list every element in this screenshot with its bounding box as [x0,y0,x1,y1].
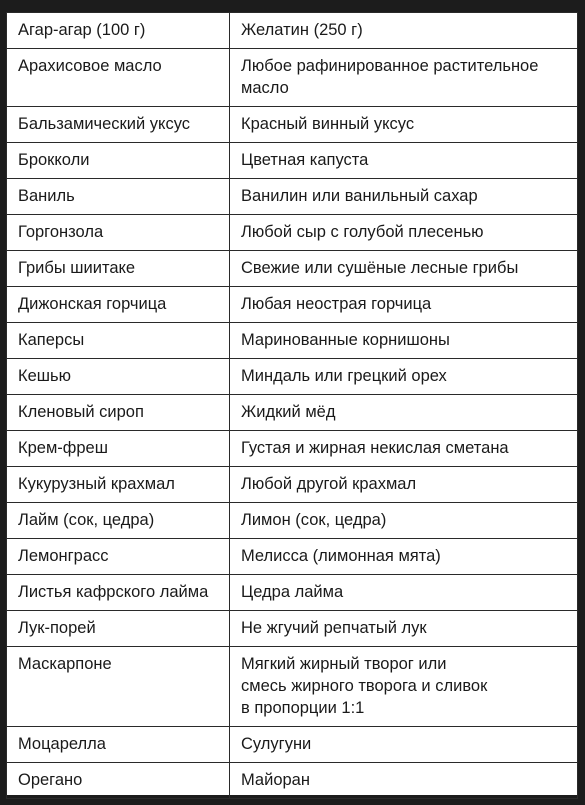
table-row [7,143,578,179]
substitute-cell: Жидкий мёд [230,395,578,431]
substitute-cell: Любое рафинированное растительное масло [230,49,578,107]
table-row [7,727,578,763]
table-row [7,575,578,611]
ingredient-cell: Орегано [7,763,230,799]
ingredient-cell: Каперсы [7,323,230,359]
table-row [7,251,578,287]
document-sheet [6,12,577,795]
substitute-cell: Любой сыр с голубой плесенью [230,215,578,251]
ingredient-cell: Лемонграсс [7,539,230,575]
substitute-cell: Не жгучий репчатый лук [230,611,578,647]
substitute-cell: Мелисса (лимонная мята) [230,539,578,575]
substitute-cell: Лимон (сок, цедра) [230,503,578,539]
ingredient-cell: Дижонская горчица [7,287,230,323]
table-row [7,763,578,799]
substitute-cell: Маринованные корнишоны [230,323,578,359]
table-row [7,13,578,49]
table-row [7,107,578,143]
table-row [7,287,578,323]
substitute-cell: Цветная капуста [230,143,578,179]
ingredient-cell: Грибы шиитаке [7,251,230,287]
ingredient-cell: Листья кафрского лайма [7,575,230,611]
substitute-cell: Любая неострая горчица [230,287,578,323]
table-row [7,647,578,727]
substitute-cell: Миндаль или грецкий орех [230,359,578,395]
ingredient-cell: Кешью [7,359,230,395]
substitute-cell: Сулугуни [230,727,578,763]
ingredient-cell: Кукурузный крахмал [7,467,230,503]
substitute-cell: Свежие или сушёные лесные грибы [230,251,578,287]
ingredient-cell: Ваниль [7,179,230,215]
table-row [7,323,578,359]
table-row [7,215,578,251]
ingredient-cell: Крем-фреш [7,431,230,467]
ingredient-cell: Кленовый сироп [7,395,230,431]
ingredient-cell: Лук-порей [7,611,230,647]
ingredient-cell: Агар-агар (100 г) [7,13,230,49]
ingredient-cell: Арахисовое масло [7,49,230,107]
substitute-cell: Красный винный уксус [230,107,578,143]
substitute-cell: Желатин (250 г) [230,13,578,49]
ingredient-cell: Брокколи [7,143,230,179]
ingredient-cell: Лайм (сок, цедра) [7,503,230,539]
table-row [7,539,578,575]
table-row [7,611,578,647]
substitute-cell: Мягкий жирный творог или смесь жирного творога и сливок в пропорции 1:1 [230,647,578,727]
ingredient-cell: Маскарпоне [7,647,230,727]
substitute-cell: Цедра лайма [230,575,578,611]
table-row [7,467,578,503]
substitute-cell: Густая и жирная некислая сметана [230,431,578,467]
table-row [7,179,578,215]
ingredient-cell: Бальзамический уксус [7,107,230,143]
table-row [7,49,578,107]
substitute-cell: Майоран [230,763,578,799]
table-row [7,431,578,467]
substitution-table [6,12,578,799]
ingredient-cell: Моцарелла [7,727,230,763]
substitute-cell: Любой другой крахмал [230,467,578,503]
table-row [7,359,578,395]
table-body [7,13,578,799]
substitute-cell: Ванилин или ванильный сахар [230,179,578,215]
table-row [7,395,578,431]
ingredient-cell: Горгонзола [7,215,230,251]
table-row [7,503,578,539]
